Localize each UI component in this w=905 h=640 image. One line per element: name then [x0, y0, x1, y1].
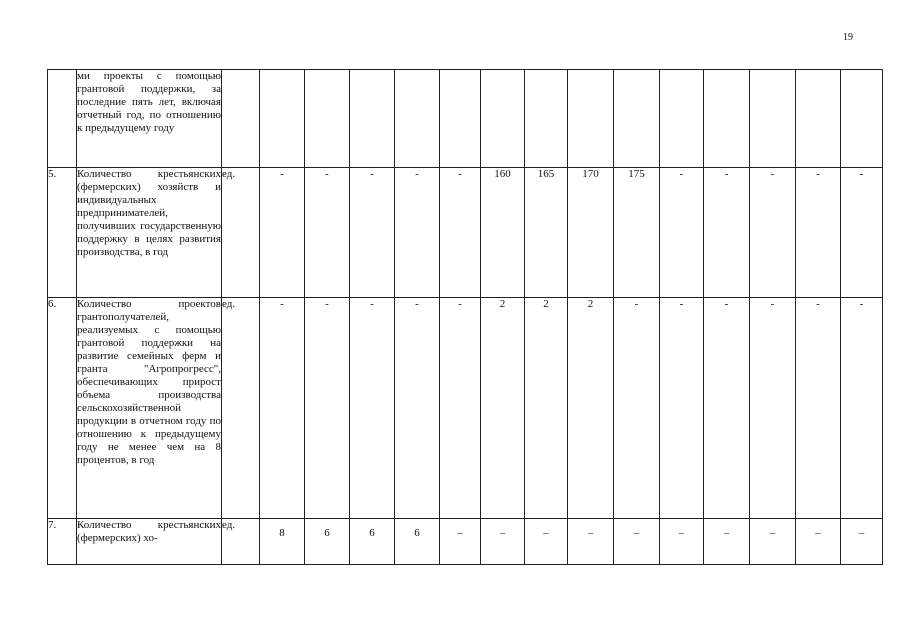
value-cell: [841, 70, 883, 168]
row-number-cell: 6.: [48, 298, 77, 519]
value-cell: -: [660, 298, 704, 519]
value-cell: –: [841, 519, 883, 565]
value-cell: 6: [395, 519, 440, 565]
value-cell: –: [660, 519, 704, 565]
value-cell: –: [796, 519, 841, 565]
value-cell: -: [704, 298, 750, 519]
table-row: [48, 168, 883, 298]
value-cell: [395, 70, 440, 168]
page-number: 19: [843, 32, 853, 43]
value-cell: 170: [568, 168, 614, 298]
value-cell: -: [260, 298, 305, 519]
value-cell: -: [660, 168, 704, 298]
table-row: [48, 70, 883, 168]
value-cell: -: [841, 298, 883, 519]
value-cell: -: [350, 298, 395, 519]
value-cell: –: [481, 519, 525, 565]
value-cell: [796, 70, 841, 168]
value-cell: [568, 70, 614, 168]
indicator-description-cell: Количество крестьянских (фермерских) хозяйств и индивидуальных предпринимателей, получивших государственную поддержку в целях развития производства, в год: [77, 168, 222, 298]
indicator-description-cell: ми проекты с помощью грантовой поддержки, за последние пять лет, включая отчетный год, по отношению к предыдущему году: [77, 70, 222, 168]
value-cell: 6: [305, 519, 350, 565]
value-cell: -: [305, 298, 350, 519]
value-cell: –: [568, 519, 614, 565]
row-number-cell: 5.: [48, 168, 77, 298]
row-number-cell: [48, 70, 77, 168]
value-cell: [305, 70, 350, 168]
value-cell: -: [704, 168, 750, 298]
indicator-description-cell: Количество крестьянских (фермерских) хо-: [77, 519, 222, 565]
value-cell: -: [395, 298, 440, 519]
value-cell: 165: [525, 168, 568, 298]
value-cell: -: [750, 298, 796, 519]
value-cell: 6: [350, 519, 395, 565]
value-cell: –: [525, 519, 568, 565]
value-cell: -: [305, 168, 350, 298]
unit-cell: ед.: [222, 298, 260, 519]
value-cell: -: [440, 168, 481, 298]
value-cell: [260, 70, 305, 168]
value-cell: -: [796, 168, 841, 298]
value-cell: 160: [481, 168, 525, 298]
value-cell: 2: [525, 298, 568, 519]
value-cell: 2: [568, 298, 614, 519]
indicators-table: [47, 69, 883, 565]
value-cell: [350, 70, 395, 168]
table-row: [48, 519, 883, 565]
unit-cell: [222, 70, 260, 168]
value-cell: -: [350, 168, 395, 298]
value-cell: -: [260, 168, 305, 298]
value-cell: -: [614, 298, 660, 519]
value-cell: [481, 70, 525, 168]
value-cell: -: [841, 168, 883, 298]
value-cell: [660, 70, 704, 168]
value-cell: [440, 70, 481, 168]
value-cell: -: [750, 168, 796, 298]
value-cell: –: [440, 519, 481, 565]
value-cell: -: [440, 298, 481, 519]
row-number-cell: 7.: [48, 519, 77, 565]
value-cell: -: [395, 168, 440, 298]
value-cell: [750, 70, 796, 168]
value-cell: [614, 70, 660, 168]
value-cell: –: [750, 519, 796, 565]
value-cell: 8: [260, 519, 305, 565]
value-cell: 2: [481, 298, 525, 519]
value-cell: 175: [614, 168, 660, 298]
value-cell: [704, 70, 750, 168]
value-cell: –: [704, 519, 750, 565]
value-cell: [525, 70, 568, 168]
unit-cell: ед.: [222, 519, 260, 565]
indicator-description-cell: Количество проектов грантополучателей, реализуемых с помощью грантовой поддержки на развитие семейных ферм и гранта "Агропрогресс", обеспечивающих прирост объема производства сельскохозяйственной продукции в отчетном году по отношению к предыдущему году не менее чем на 8 процентов, в год: [77, 298, 222, 519]
value-cell: –: [614, 519, 660, 565]
unit-cell: ед.: [222, 168, 260, 298]
table-row: [48, 298, 883, 519]
value-cell: -: [796, 298, 841, 519]
